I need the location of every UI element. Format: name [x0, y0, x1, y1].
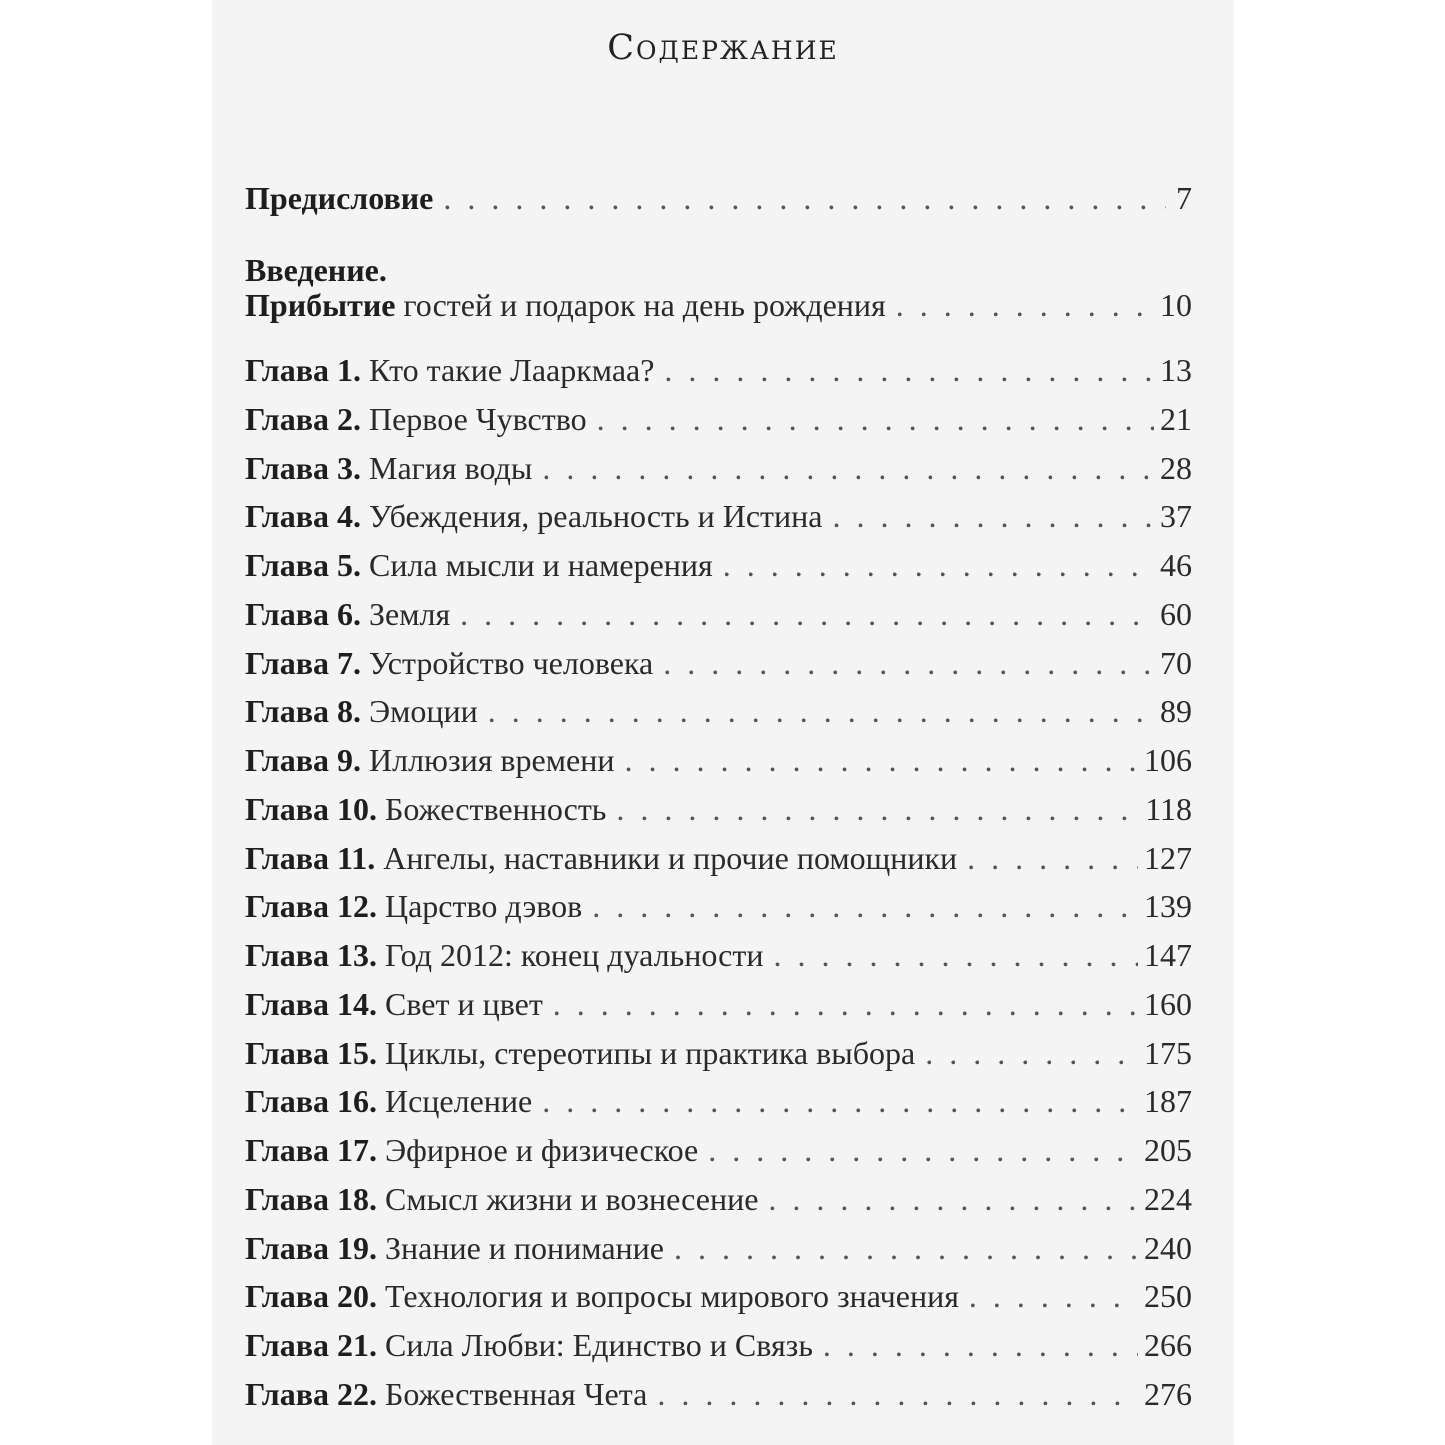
toc-entry-label: Глава 22. [245, 1375, 377, 1412]
toc-entry-title: Сила мысли и намерения [368, 547, 713, 583]
toc-entry-chapter [245, 645, 1192, 682]
toc-entry-chapter [245, 937, 1192, 974]
dot-leader [616, 791, 1139, 828]
dot-leader [823, 1327, 1138, 1364]
dot-leader [624, 742, 1138, 779]
toc-entry-label: Глава 5. [245, 547, 361, 583]
toc-entry-title: Исцеление [384, 1083, 533, 1120]
dot-leader [553, 986, 1138, 1023]
toc-entry-label: Глава 10. [245, 790, 377, 827]
toc-entry-label: Глава 2. [245, 400, 361, 437]
dot-leader [460, 596, 1154, 633]
toc-entry-chapter [245, 840, 1192, 877]
intro-heading: Введение. [245, 252, 387, 288]
toc-entry-page: 266 [1144, 1327, 1192, 1363]
dot-leader [592, 888, 1138, 925]
toc-entry-page: 240 [1144, 1229, 1192, 1266]
toc-entry-title: Знание и понимание [384, 1229, 664, 1266]
dot-leader [443, 180, 1166, 217]
toc-entry-chapter [245, 791, 1192, 828]
toc-entry-page: 7 [1176, 180, 1192, 216]
toc-entry-title: Циклы, стереотипы и практика выбора [384, 1034, 916, 1071]
toc-title: Содержание [607, 28, 839, 68]
toc-entry-page: 276 [1144, 1375, 1192, 1412]
dot-leader [969, 1278, 1138, 1315]
dot-leader [723, 547, 1154, 584]
toc-entry-title: Кто такие Лааркмаа? [368, 352, 655, 388]
toc-entry-title: Год 2012: конец дуальности [384, 937, 764, 973]
toc-entry-page: 127 [1144, 839, 1192, 876]
toc-entry-page: 70 [1160, 644, 1192, 681]
toc-entry-label: Глава 16. [245, 1083, 377, 1120]
dot-leader [657, 1376, 1138, 1413]
toc-entry-page: 175 [1144, 1034, 1192, 1071]
toc-entry-page: 205 [1144, 1132, 1192, 1168]
toc-entry-title: Первое Чувство [368, 400, 587, 437]
toc-entry-chapter [245, 1035, 1192, 1072]
toc-entry-page: 160 [1144, 985, 1192, 1022]
toc-entry-label: Глава 18. [245, 1180, 377, 1217]
dot-leader [542, 1083, 1138, 1120]
toc-entry-chapter [245, 1181, 1192, 1218]
toc-entry-label: Глава 19. [245, 1229, 377, 1266]
toc-entry-page: 187 [1144, 1083, 1192, 1120]
toc-entry-title: Эфирное и физическое [384, 1132, 699, 1168]
toc-entry-chapter [245, 596, 1192, 633]
toc-entry-title: Божественная Чета [384, 1375, 648, 1412]
toc-entry-title: Технология и вопросы мирового значения [384, 1278, 959, 1315]
toc-entry-chapter [245, 693, 1192, 730]
toc-entry-label: Глава 3. [245, 449, 361, 486]
toc-entry-label: Глава 4. [245, 498, 361, 535]
toc-entry-title: Убеждения, реальность и Истина [368, 498, 823, 535]
dot-leader [674, 1230, 1138, 1267]
toc-entry-page: 60 [1160, 595, 1192, 632]
toc-entry-title: Божественность [384, 790, 607, 827]
toc-entry-page: 28 [1160, 449, 1192, 486]
toc-entry-chapter [245, 986, 1192, 1023]
toc-entry-chapter [245, 742, 1192, 779]
toc-entry-page: 106 [1144, 742, 1192, 778]
toc-entry-label: Глава 12. [245, 888, 377, 925]
dot-leader [663, 645, 1154, 682]
toc-entry-title: Царство дэвов [384, 888, 583, 925]
dot-leader [708, 1132, 1138, 1169]
toc-entry-label: Прибытие [245, 287, 396, 323]
toc-entry-chapter [245, 547, 1192, 584]
toc-entry-label: Глава 6. [245, 595, 361, 632]
toc-entry-page: 147 [1144, 937, 1192, 973]
toc-entry-label: Глава 14. [245, 985, 377, 1022]
dot-leader [832, 498, 1154, 535]
toc-entry-preface [245, 180, 1192, 217]
dot-leader [597, 401, 1154, 438]
toc-entry-title: Магия воды [368, 449, 533, 486]
toc-entry-page: 250 [1144, 1278, 1192, 1315]
toc-entry-chapter [245, 888, 1192, 925]
toc-entry-intro [245, 287, 1192, 324]
toc-entry-chapter [245, 1083, 1192, 1120]
toc-entry-label: Глава 13. [245, 937, 377, 973]
toc-entry-label: Глава 15. [245, 1034, 377, 1071]
toc-entry-title: Земля [368, 595, 451, 632]
dot-leader [773, 937, 1138, 974]
toc-entry-title: Эмоции [368, 693, 478, 730]
toc-entry-label: Глава 1. [245, 352, 361, 388]
dot-leader [664, 352, 1154, 389]
toc-entry-chapter [245, 401, 1192, 438]
toc-entry-title: Устройство человека [368, 644, 654, 681]
dot-leader [896, 287, 1154, 324]
toc-entry-chapter [245, 1376, 1192, 1413]
dot-leader [967, 840, 1138, 877]
toc-entry-page: 89 [1160, 693, 1192, 730]
toc-entry-label: Глава 20. [245, 1278, 377, 1315]
toc-entry-title: Свет и цвет [384, 985, 543, 1022]
toc-entry-title: Смысл жизни и вознесение [384, 1180, 759, 1217]
toc-entry-page: 139 [1144, 888, 1192, 925]
toc-entry-chapter [245, 1230, 1192, 1267]
toc-entry-page: 13 [1160, 352, 1192, 388]
toc-entry-label: Глава 7. [245, 644, 361, 681]
toc-entry-title: Ангелы, наставники и прочие помощники [383, 839, 958, 876]
toc-entry-page: 46 [1160, 547, 1192, 583]
dot-leader [488, 693, 1154, 730]
toc-entry-page: 21 [1160, 400, 1192, 437]
toc-entry-label: Предисловие [245, 180, 434, 216]
toc-entry-label: Глава 9. [245, 742, 361, 778]
toc-entry-page: 118 [1145, 790, 1192, 827]
toc-entry-label: Глава 17. [245, 1132, 377, 1168]
toc-entry-title: Сила Любви: Единство и Связь [384, 1327, 813, 1363]
toc-entry-chapter [245, 1327, 1192, 1364]
toc-entry-title: Иллюзия времени [368, 742, 615, 778]
toc-entry-chapter [245, 498, 1192, 535]
toc-entry-title: гостей и подарок на день рождения [403, 287, 886, 323]
toc-entry-chapter [245, 352, 1192, 389]
dot-leader [542, 450, 1154, 487]
toc-entry-page: 224 [1144, 1180, 1192, 1217]
toc-entry-page: 37 [1160, 498, 1192, 535]
dot-leader [925, 1035, 1138, 1072]
toc-entry-label: Глава 21. [245, 1327, 377, 1363]
toc-entry-chapter [245, 1132, 1192, 1169]
toc-entry-label: Глава 8. [245, 693, 361, 730]
toc-entry-page: 10 [1160, 287, 1192, 323]
toc-entry-chapter [245, 450, 1192, 487]
toc-entry-chapter [245, 1278, 1192, 1315]
book-page [213, 0, 1233, 1445]
toc-entry-label: Глава 11. [245, 839, 376, 876]
dot-leader [768, 1181, 1138, 1218]
